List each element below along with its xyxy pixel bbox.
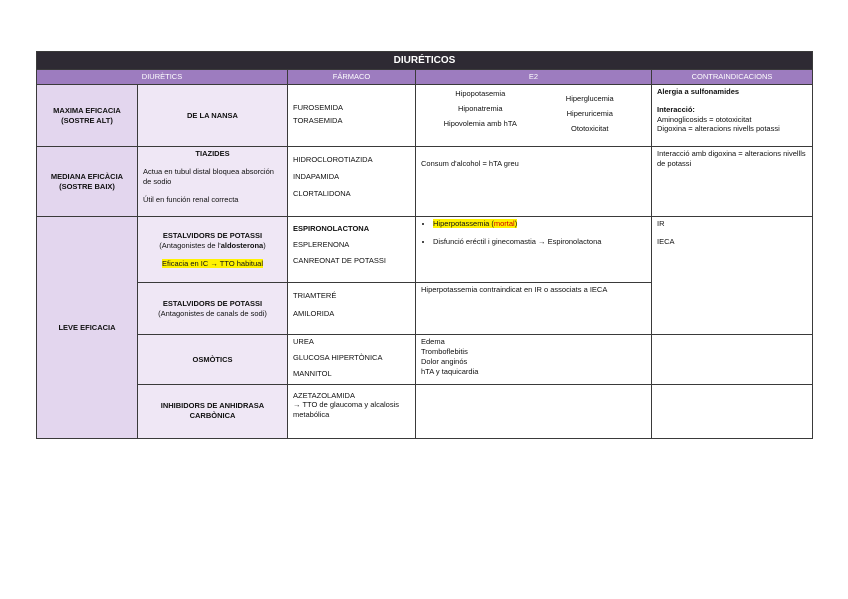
e2-text: Hiperpotassemia (	[433, 219, 494, 229]
drugs-cell	[288, 384, 416, 438]
header-diuretics: DIURÈTICS	[37, 70, 288, 85]
e2-text: )	[514, 219, 518, 229]
e2-list	[421, 219, 646, 247]
table-row	[37, 85, 813, 147]
subtype-anhidrasa	[138, 384, 288, 438]
e2-item: Hiperglucemia	[565, 94, 614, 103]
contraindications-cell	[652, 147, 813, 217]
ci-line: Aminoglicosids = ototoxicitat	[657, 114, 752, 124]
drugs-cell	[288, 147, 416, 217]
drugs-cell	[288, 283, 416, 335]
e2-item: Hiperuricemia	[566, 108, 613, 118]
subtype-subtitle: (Antagonistes de canals de sodi)	[158, 308, 267, 318]
e2-cell	[416, 85, 652, 147]
e2-item: Dolor anginós	[421, 356, 468, 366]
contraindications-cell	[652, 384, 813, 438]
contraindications-cell	[652, 217, 813, 335]
subtype-estalvidors-sodi	[138, 283, 288, 335]
ci-line: IECA	[657, 237, 675, 246]
ci-line: IR	[657, 219, 665, 229]
e2-item: Ototoxicitat	[570, 123, 609, 133]
drug-name: ESPLERENONA	[293, 240, 350, 249]
subtype-subtitle	[143, 241, 282, 251]
table-row	[37, 384, 813, 438]
drug-name: GLUCOSA HIPERTÒNICA	[293, 353, 383, 362]
e2-item: hTA y taquicardia	[421, 366, 479, 376]
e2-item: Tromboflebitis	[421, 347, 468, 356]
drug-name: MANNITOL	[293, 368, 332, 378]
table-row	[37, 217, 813, 283]
subtype-title: DE LA NANSA	[187, 110, 238, 120]
subtype-tiazides	[138, 147, 288, 217]
drug-name: FUROSEMIDA	[293, 102, 344, 112]
drug-name: TRIAMTERÉ	[293, 291, 337, 301]
subtype-estalvidors-aldosterona	[138, 217, 288, 283]
e2-cell	[416, 147, 652, 217]
table-row	[37, 335, 813, 384]
ci-text: Interacció amb digoxina = alteracions nivellls de potassi	[657, 149, 806, 168]
ci-subtitle: Interacció:	[657, 104, 695, 114]
drug-name: CLORTALIDONA	[293, 188, 351, 198]
subtype-nansa	[138, 85, 288, 147]
subtype-note: Útil en función renal correcta	[143, 194, 239, 204]
table-row	[37, 147, 813, 217]
list-item: • Disfunció eréctil i ginecomastia → Espironolactona	[433, 237, 646, 247]
e2-cell	[416, 384, 652, 438]
drug-name: CANREONAT DE POTASSI	[293, 255, 386, 265]
drug-name: HIDROCLOROTIAZIDA	[293, 155, 373, 165]
subtype-title: OSMÒTICS	[192, 354, 233, 364]
e2-cell	[416, 283, 652, 335]
subtitle-bold: aldosterona	[220, 240, 264, 250]
title-row	[37, 52, 813, 70]
contraindications-cell	[652, 85, 813, 147]
e2-text: Consum d'alcohol = hTA greu	[421, 159, 519, 169]
e2-item: Hiponatremia	[457, 103, 503, 113]
drug-name: INDAPAMIDA	[293, 172, 340, 181]
contraindications-cell	[652, 335, 813, 384]
category-mediana: MEDIANA EFICÀCIA (SOSTRE BAIX)	[37, 147, 138, 217]
drug-name: AZETAZOLAMIDA	[293, 390, 355, 400]
highlight-note: Eficacia en IC → TTO habitual	[161, 258, 264, 268]
danger-text: mortal	[493, 219, 515, 229]
drug-name: TORASEMIDA	[293, 115, 343, 125]
subtitle-text: (Antagonistes de l'	[159, 240, 221, 250]
drugs-cell	[288, 217, 416, 283]
list-item	[433, 219, 646, 229]
ci-title: Alergia a sulfonamides	[657, 87, 740, 96]
e2-cell	[416, 335, 652, 384]
drugs-cell	[288, 85, 416, 147]
subtype-title: TIAZIDES	[195, 149, 230, 159]
subtype-title: ESTALVIDORS DE POTASSI	[162, 299, 263, 308]
header-farmaco: FÁRMACO	[288, 70, 416, 85]
header-contraindications: CONTRAINDICACIONS	[652, 70, 813, 85]
category-leve: LEVE EFICACIA	[37, 217, 138, 438]
e2-text: Hiperpotassemia contraindicat en IR o associats a IECA	[421, 285, 608, 295]
e2-item: Hipovolemia amb hTA	[443, 118, 517, 128]
drug-name: ESPIRONOLACTONA	[293, 224, 370, 234]
header-row	[37, 70, 813, 85]
drug-name: AMILORIDA	[293, 309, 335, 318]
category-maxima: MAXIMA EFICACIA (SOSTRE ALT)	[37, 85, 138, 147]
e2-item: Edema	[421, 337, 445, 347]
subtitle-text: )	[263, 240, 266, 250]
diuretics-table	[36, 51, 813, 439]
subtype-osmotics	[138, 335, 288, 384]
ci-line: Digoxina = alteracions nivells potassi	[657, 124, 780, 134]
header-e2: E2	[416, 70, 652, 85]
subtype-title: INHIBIDORS DE ANHIDRASA CARBÒNICA	[160, 401, 265, 420]
subtype-description: Actua en tubul distal bloquea absorción de sodio	[143, 167, 274, 186]
drug-name: UREA	[293, 337, 314, 347]
table-title: DIURÉTICOS	[37, 52, 813, 70]
drugs-cell	[288, 335, 416, 384]
subtype-title: ESTALVIDORS DE POTASSI	[162, 231, 263, 241]
drug-note: → TTO de glaucoma y alcalosis metabólica	[293, 400, 400, 419]
e2-item: Hipopotasemia	[455, 89, 506, 98]
e2-cell	[416, 217, 652, 283]
